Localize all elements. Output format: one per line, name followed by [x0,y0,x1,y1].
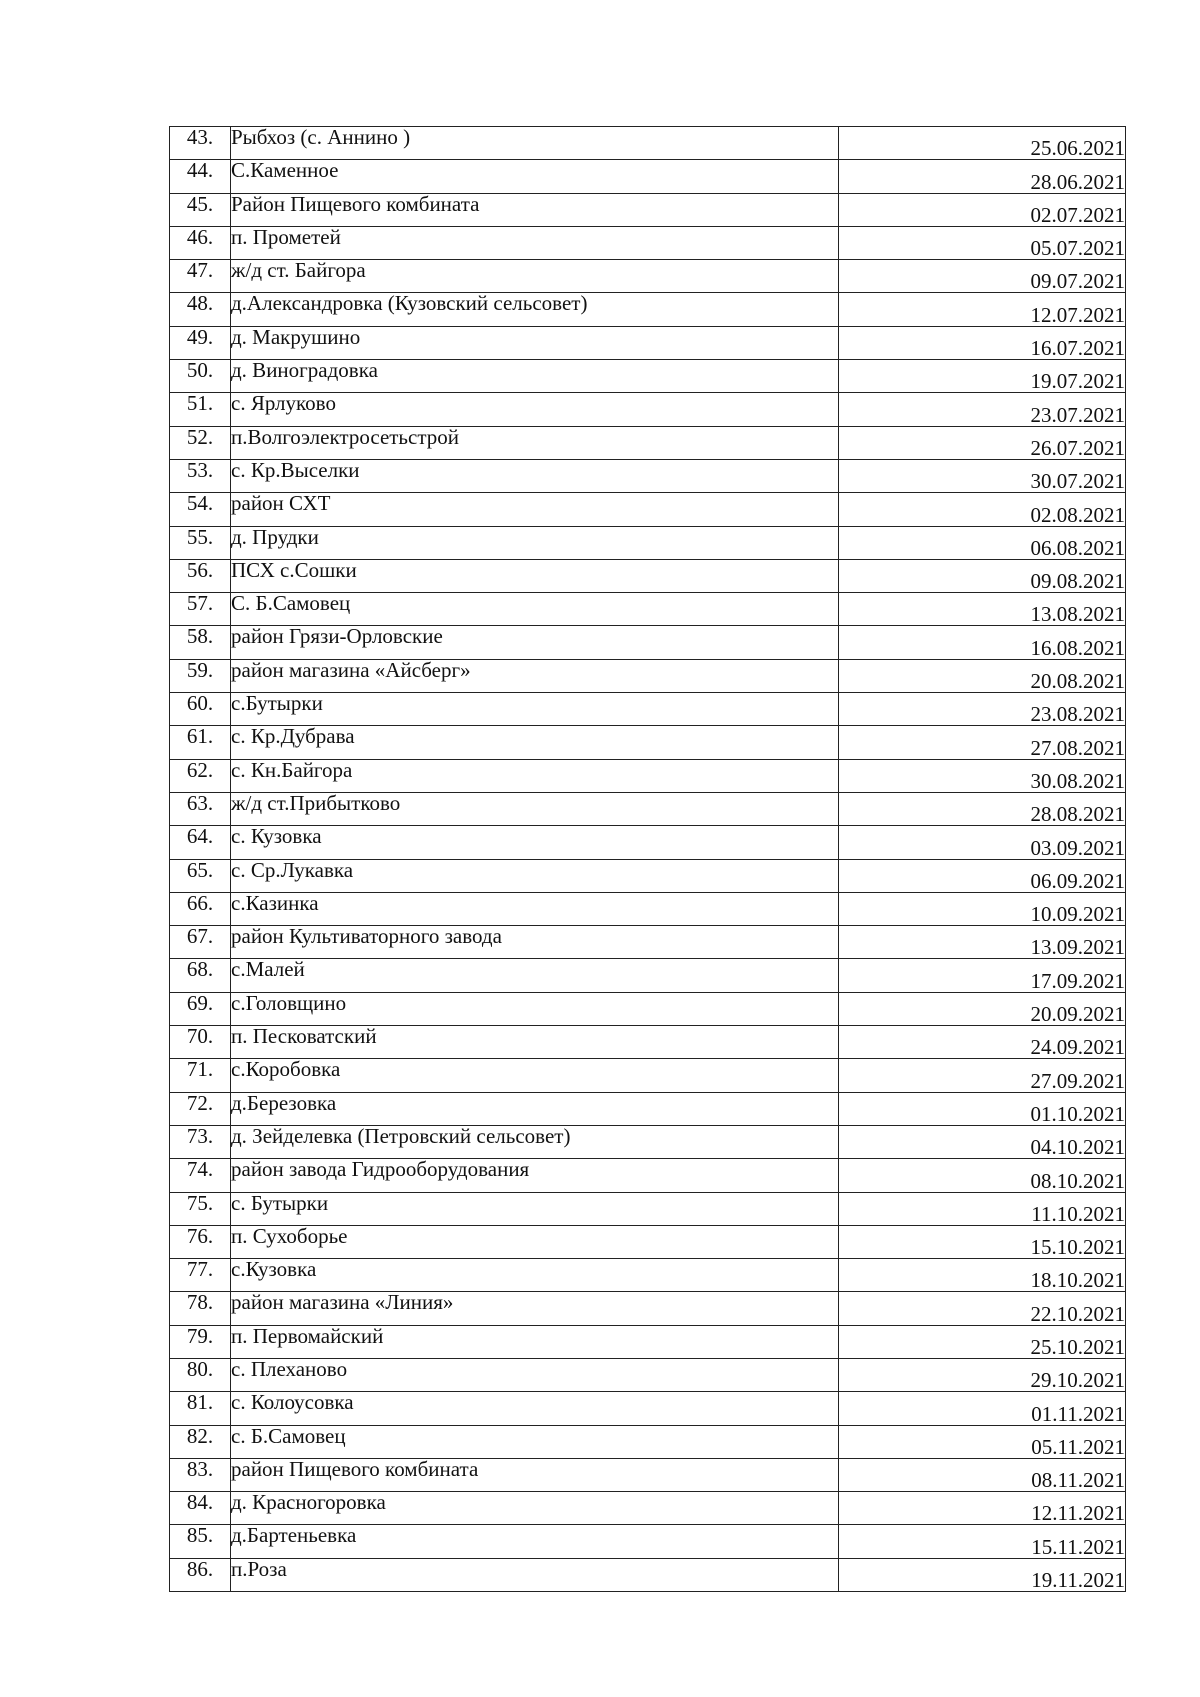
place-name-cell: с.Бутырки [231,693,839,726]
table-row [170,493,1126,526]
place-name-cell: с. Плеханово [231,1358,839,1391]
row-number-cell: 66. [170,892,231,925]
place-name-cell: п. Первомайский [231,1325,839,1358]
row-number-cell: 81. [170,1392,231,1425]
place-name-cell: д. Прудки [231,526,839,559]
row-number-cell: 70. [170,1026,231,1059]
place-name-cell: п. Прометей [231,226,839,259]
row-number-cell: 84. [170,1492,231,1525]
date-cell: 30.07.2021 [839,459,1126,492]
table-row [170,459,1126,492]
row-number-cell: 47. [170,260,231,293]
place-name-cell: с. Кузовка [231,826,839,859]
row-number-cell: 73. [170,1125,231,1158]
row-number-cell: 83. [170,1458,231,1491]
table-row [170,360,1126,393]
place-name-cell: район Культиваторного завода [231,926,839,959]
row-number-cell: 69. [170,992,231,1025]
table-row [170,1292,1126,1325]
table-row [170,826,1126,859]
schedule-table [169,126,1126,1592]
date-cell: 05.07.2021 [839,226,1126,259]
date-cell: 08.11.2021 [839,1458,1126,1491]
date-cell: 03.09.2021 [839,826,1126,859]
row-number-cell: 78. [170,1292,231,1325]
row-number-cell: 59. [170,659,231,692]
place-name-cell: район Пищевого комбината [231,1458,839,1491]
table-row [170,1492,1126,1525]
date-cell: 30.08.2021 [839,759,1126,792]
place-name-cell: д. Красногоровка [231,1492,839,1525]
table-row [170,1092,1126,1125]
row-number-cell: 75. [170,1192,231,1225]
date-cell: 04.10.2021 [839,1125,1126,1158]
place-name-cell: с. Кр.Выселки [231,459,839,492]
date-cell: 11.10.2021 [839,1192,1126,1225]
date-cell: 20.08.2021 [839,659,1126,692]
row-number-cell: 62. [170,759,231,792]
place-name-cell: с. Кн.Байгора [231,759,839,792]
place-name-cell: п.Волгоэлектросетьстрой [231,426,839,459]
table-row [170,892,1126,925]
table-row [170,959,1126,992]
place-name-cell: Район Пищевого комбината [231,193,839,226]
row-number-cell: 46. [170,226,231,259]
table-row [170,1325,1126,1358]
table-row [170,926,1126,959]
place-name-cell: район завода Гидрооборудования [231,1159,839,1192]
row-number-cell: 79. [170,1325,231,1358]
row-number-cell: 64. [170,826,231,859]
place-name-cell: ПСХ с.Сошки [231,559,839,592]
table-row [170,393,1126,426]
table-row [170,992,1126,1025]
row-number-cell: 43. [170,127,231,160]
table-row [170,1458,1126,1491]
row-number-cell: 68. [170,959,231,992]
place-name-cell: п.Роза [231,1558,839,1591]
date-cell: 28.06.2021 [839,160,1126,193]
table-row [170,726,1126,759]
table-row [170,792,1126,825]
place-name-cell: С.Каменное [231,160,839,193]
row-number-cell: 61. [170,726,231,759]
place-name-cell: ж/д ст. Байгора [231,260,839,293]
place-name-cell: с. Бутырки [231,1192,839,1225]
table-row [170,193,1126,226]
place-name-cell: с. Ярлуково [231,393,839,426]
date-cell: 27.08.2021 [839,726,1126,759]
date-cell: 20.09.2021 [839,992,1126,1025]
place-name-cell: п. Сухоборье [231,1225,839,1258]
row-number-cell: 53. [170,459,231,492]
table-row [170,859,1126,892]
date-cell: 02.08.2021 [839,493,1126,526]
place-name-cell: с. Колоусовка [231,1392,839,1425]
row-number-cell: 65. [170,859,231,892]
place-name-cell: район Грязи-Орловские [231,626,839,659]
row-number-cell: 52. [170,426,231,459]
table-row [170,559,1126,592]
row-number-cell: 55. [170,526,231,559]
row-number-cell: 67. [170,926,231,959]
date-cell: 13.09.2021 [839,926,1126,959]
date-cell: 13.08.2021 [839,593,1126,626]
row-number-cell: 76. [170,1225,231,1258]
date-cell: 08.10.2021 [839,1159,1126,1192]
date-cell: 10.09.2021 [839,892,1126,925]
table-row [170,226,1126,259]
table-row [170,160,1126,193]
place-name-cell: с. Кр.Дубрава [231,726,839,759]
date-cell: 06.09.2021 [839,859,1126,892]
table-row [170,759,1126,792]
date-cell: 19.07.2021 [839,360,1126,393]
date-cell: 15.11.2021 [839,1525,1126,1558]
row-number-cell: 49. [170,326,231,359]
row-number-cell: 50. [170,360,231,393]
place-name-cell: с. Б.Самовец [231,1425,839,1458]
table-row [170,1125,1126,1158]
table-row [170,326,1126,359]
date-cell: 18.10.2021 [839,1259,1126,1292]
place-name-cell: д. Зейделевка (Петровский сельсовет) [231,1125,839,1158]
date-cell: 25.06.2021 [839,127,1126,160]
place-name-cell: район СХТ [231,493,839,526]
date-cell: 23.07.2021 [839,393,1126,426]
date-cell: 01.10.2021 [839,1092,1126,1125]
date-cell: 28.08.2021 [839,792,1126,825]
table-row [170,593,1126,626]
date-cell: 09.07.2021 [839,260,1126,293]
row-number-cell: 86. [170,1558,231,1591]
place-name-cell: п. Песковатский [231,1026,839,1059]
date-cell: 26.07.2021 [839,426,1126,459]
schedule-table-body [170,127,1126,1592]
table-row [170,1525,1126,1558]
place-name-cell: д.Бартеньевка [231,1525,839,1558]
place-name-cell: с.Кузовка [231,1259,839,1292]
date-cell: 23.08.2021 [839,693,1126,726]
table-row [170,1159,1126,1192]
date-cell: 19.11.2021 [839,1558,1126,1591]
date-cell: 29.10.2021 [839,1358,1126,1391]
table-row [170,1192,1126,1225]
date-cell: 16.08.2021 [839,626,1126,659]
table-row [170,1425,1126,1458]
row-number-cell: 63. [170,792,231,825]
table-row [170,693,1126,726]
date-cell: 12.07.2021 [839,293,1126,326]
place-name-cell: с. Ср.Лукавка [231,859,839,892]
table-row [170,1026,1126,1059]
table-row [170,260,1126,293]
row-number-cell: 80. [170,1358,231,1391]
row-number-cell: 71. [170,1059,231,1092]
table-row [170,526,1126,559]
place-name-cell: д. Виноградовка [231,360,839,393]
place-name-cell: с.Коробовка [231,1059,839,1092]
date-cell: 02.07.2021 [839,193,1126,226]
place-name-cell: район магазина «Линия» [231,1292,839,1325]
table-row [170,659,1126,692]
place-name-cell: ж/д ст.Прибытково [231,792,839,825]
table-row [170,426,1126,459]
row-number-cell: 72. [170,1092,231,1125]
table-row [170,293,1126,326]
place-name-cell: с.Малей [231,959,839,992]
place-name-cell: с.Казинка [231,892,839,925]
date-cell: 22.10.2021 [839,1292,1126,1325]
row-number-cell: 44. [170,160,231,193]
place-name-cell: д.Березовка [231,1092,839,1125]
date-cell: 06.08.2021 [839,526,1126,559]
row-number-cell: 51. [170,393,231,426]
date-cell: 17.09.2021 [839,959,1126,992]
date-cell: 24.09.2021 [839,1026,1126,1059]
date-cell: 01.11.2021 [839,1392,1126,1425]
row-number-cell: 60. [170,693,231,726]
place-name-cell: д. Макрушино [231,326,839,359]
row-number-cell: 58. [170,626,231,659]
table-row [170,1259,1126,1292]
place-name-cell: с.Головщино [231,992,839,1025]
row-number-cell: 56. [170,559,231,592]
date-cell: 05.11.2021 [839,1425,1126,1458]
place-name-cell: район магазина «Айсберг» [231,659,839,692]
table-row [170,626,1126,659]
table-row [170,1225,1126,1258]
row-number-cell: 77. [170,1259,231,1292]
date-cell: 15.10.2021 [839,1225,1126,1258]
place-name-cell: д.Александровка (Кузовский сельсовет) [231,293,839,326]
table-row [170,127,1126,160]
row-number-cell: 48. [170,293,231,326]
table-row [170,1558,1126,1591]
place-name-cell: С. Б.Самовец [231,593,839,626]
row-number-cell: 45. [170,193,231,226]
date-cell: 25.10.2021 [839,1325,1126,1358]
row-number-cell: 57. [170,593,231,626]
table-row [170,1358,1126,1391]
table-row [170,1392,1126,1425]
place-name-cell: Рыбхоз (с. Аннино ) [231,127,839,160]
date-cell: 09.08.2021 [839,559,1126,592]
table-row [170,1059,1126,1092]
date-cell: 27.09.2021 [839,1059,1126,1092]
date-cell: 16.07.2021 [839,326,1126,359]
row-number-cell: 74. [170,1159,231,1192]
row-number-cell: 54. [170,493,231,526]
date-cell: 12.11.2021 [839,1492,1126,1525]
row-number-cell: 85. [170,1525,231,1558]
row-number-cell: 82. [170,1425,231,1458]
